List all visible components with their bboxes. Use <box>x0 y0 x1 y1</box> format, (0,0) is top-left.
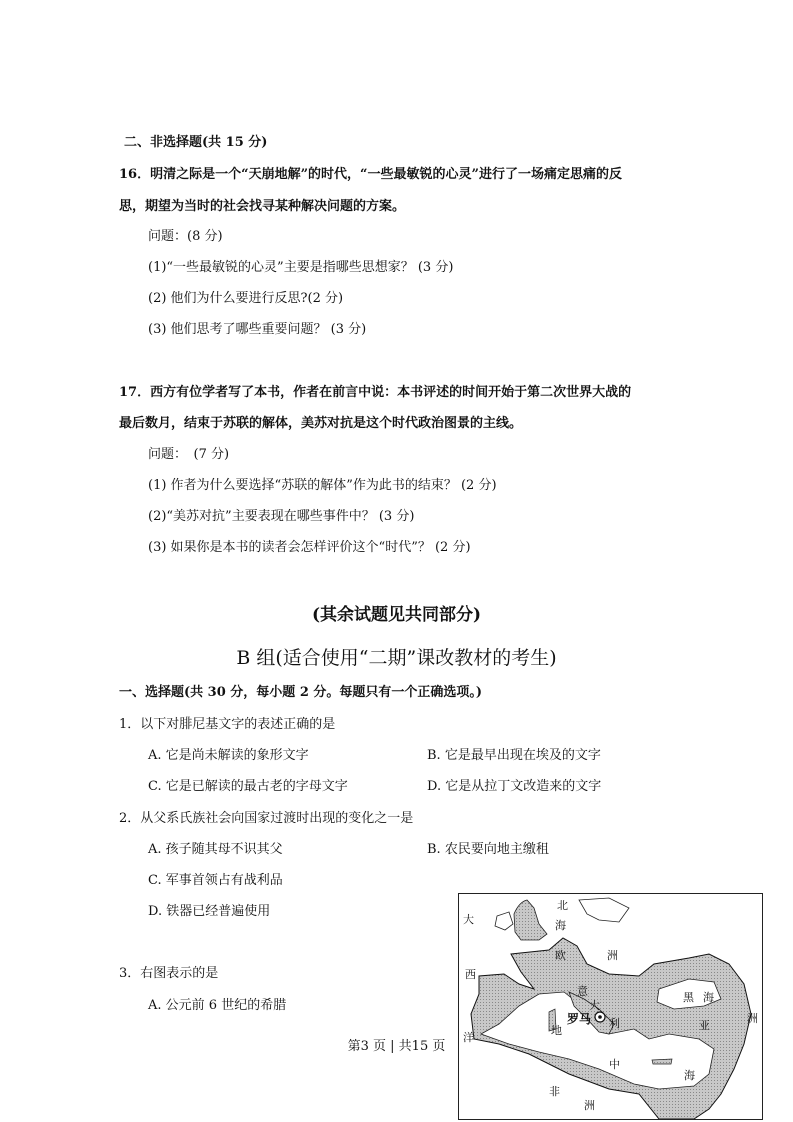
q16-text-line1: 16．明清之际是一个“天崩地解”的时代，“一些最敏锐的心灵”进行了一场痛定思痛的反 <box>119 167 623 182</box>
map-label-med-2: 中 <box>609 1058 620 1071</box>
q17-sub-2: (2)“美苏对抗”主要表现在哪些事件中？ (3 分) <box>148 509 415 524</box>
q17-sub-3: (3) 如果你是本书的读者会怎样评价这个“时代”？ (2 分) <box>148 540 471 555</box>
q2-stem: 2．从父系氏族社会向国家过渡时出现的变化之一是 <box>119 811 414 826</box>
map-label-italy-3: 利 <box>609 1017 620 1030</box>
map-label-asia-2: 洲 <box>747 1012 758 1025</box>
q17-text-line1: 17．西方有位学者写了本书，作者在前言中说：本书评述的时间开始于第二次世界大战的 <box>119 385 632 400</box>
map-label-north-1: 北 <box>557 899 568 912</box>
section-heading-choice: 一、选择题(共 30 分，每小题 2 分。每题只有一个正确选项。) <box>119 685 483 700</box>
map-graphic <box>459 894 762 1119</box>
q17-prompt: 问题： (7 分) <box>148 447 230 462</box>
q1-option-d: D. 它是从拉丁文改造来的文字 <box>427 779 602 794</box>
map-label-black-2: 海 <box>703 991 714 1004</box>
map-label-africa-2: 洲 <box>584 1099 595 1112</box>
q1-option-c: C. 它是已解读的最古老的字母文字 <box>148 779 348 794</box>
map-label-med-1: 地 <box>551 1024 562 1037</box>
q3-stem: 3．右图表示的是 <box>119 966 219 981</box>
q16-sub-2: (2) 他们为什么要进行反思?(2 分) <box>148 291 344 306</box>
q17-sub-1: (1) 作者为什么要选择“苏联的解体”作为此书的结束？ (2 分) <box>148 478 497 493</box>
group-b-title: B 组(适合使用“二期”课改教材的考生) <box>236 647 557 669</box>
map-label-italy-2: 大 <box>589 999 600 1012</box>
map-label-africa-1: 非 <box>549 1085 560 1098</box>
britain-landmass <box>514 900 547 940</box>
q1-option-b: B. 它是最早出现在埃及的文字 <box>427 748 601 763</box>
q16-text-line2: 思，期望为当时的社会找寻某种解决问题的方案。 <box>119 199 406 214</box>
roman-empire-map <box>458 893 763 1120</box>
remaining-note: (其余试题见共同部分) <box>311 605 482 625</box>
map-label-atlantic-1: 大 <box>463 913 474 926</box>
map-label-atlantic-2: 西 <box>465 968 476 981</box>
map-label-asia-1: 亚 <box>699 1019 710 1032</box>
map-label-black-1: 黑 <box>683 991 694 1004</box>
map-label-italy-1: 意 <box>577 985 588 998</box>
q2-option-c: C. 军事首领占有战利品 <box>148 873 283 888</box>
q16-sub-1: (1)“一些最敏锐的心灵”主要是指哪些思想家？ (3 分) <box>148 260 454 275</box>
crete-island <box>652 1059 672 1064</box>
q2-option-b: B. 农民要向地主缴租 <box>427 842 549 857</box>
q2-option-a: A. 孩子随其母不识其父 <box>148 842 283 857</box>
q17-text-line2: 最后数月，结束于苏联的解体，美苏对抗是这个时代政治图景的主线。 <box>119 416 523 431</box>
q2-option-d: D. 铁器已经普遍使用 <box>148 904 271 919</box>
map-label-atlantic-3: 洋 <box>463 1031 474 1044</box>
map-label-north-2: 海 <box>555 919 566 932</box>
q16-prompt: 问题：(8 分) <box>148 229 223 244</box>
q3-option-a: A. 公元前 6 世纪的希腊 <box>148 998 287 1013</box>
section-heading-nonchoice: 二、非选择题(共 15 分) <box>124 135 268 150</box>
scandinavia-outline <box>579 898 629 922</box>
map-label-med-3: 海 <box>684 1069 695 1082</box>
map-label-europe-2: 洲 <box>607 949 618 962</box>
q16-sub-3: (3) 他们思考了哪些重要问题？ (3 分) <box>148 322 367 337</box>
ireland-outline <box>495 912 513 930</box>
q1-option-a: A. 它是尚未解读的象形文字 <box>148 748 309 763</box>
page-footer: 第3 页 | 共15 页 <box>347 1039 446 1054</box>
map-label-europe-1: 欧 <box>555 949 566 962</box>
q1-stem: 1．以下对腓尼基文字的表述正确的是 <box>119 717 336 732</box>
map-label-rome: 罗马 <box>567 1012 592 1026</box>
